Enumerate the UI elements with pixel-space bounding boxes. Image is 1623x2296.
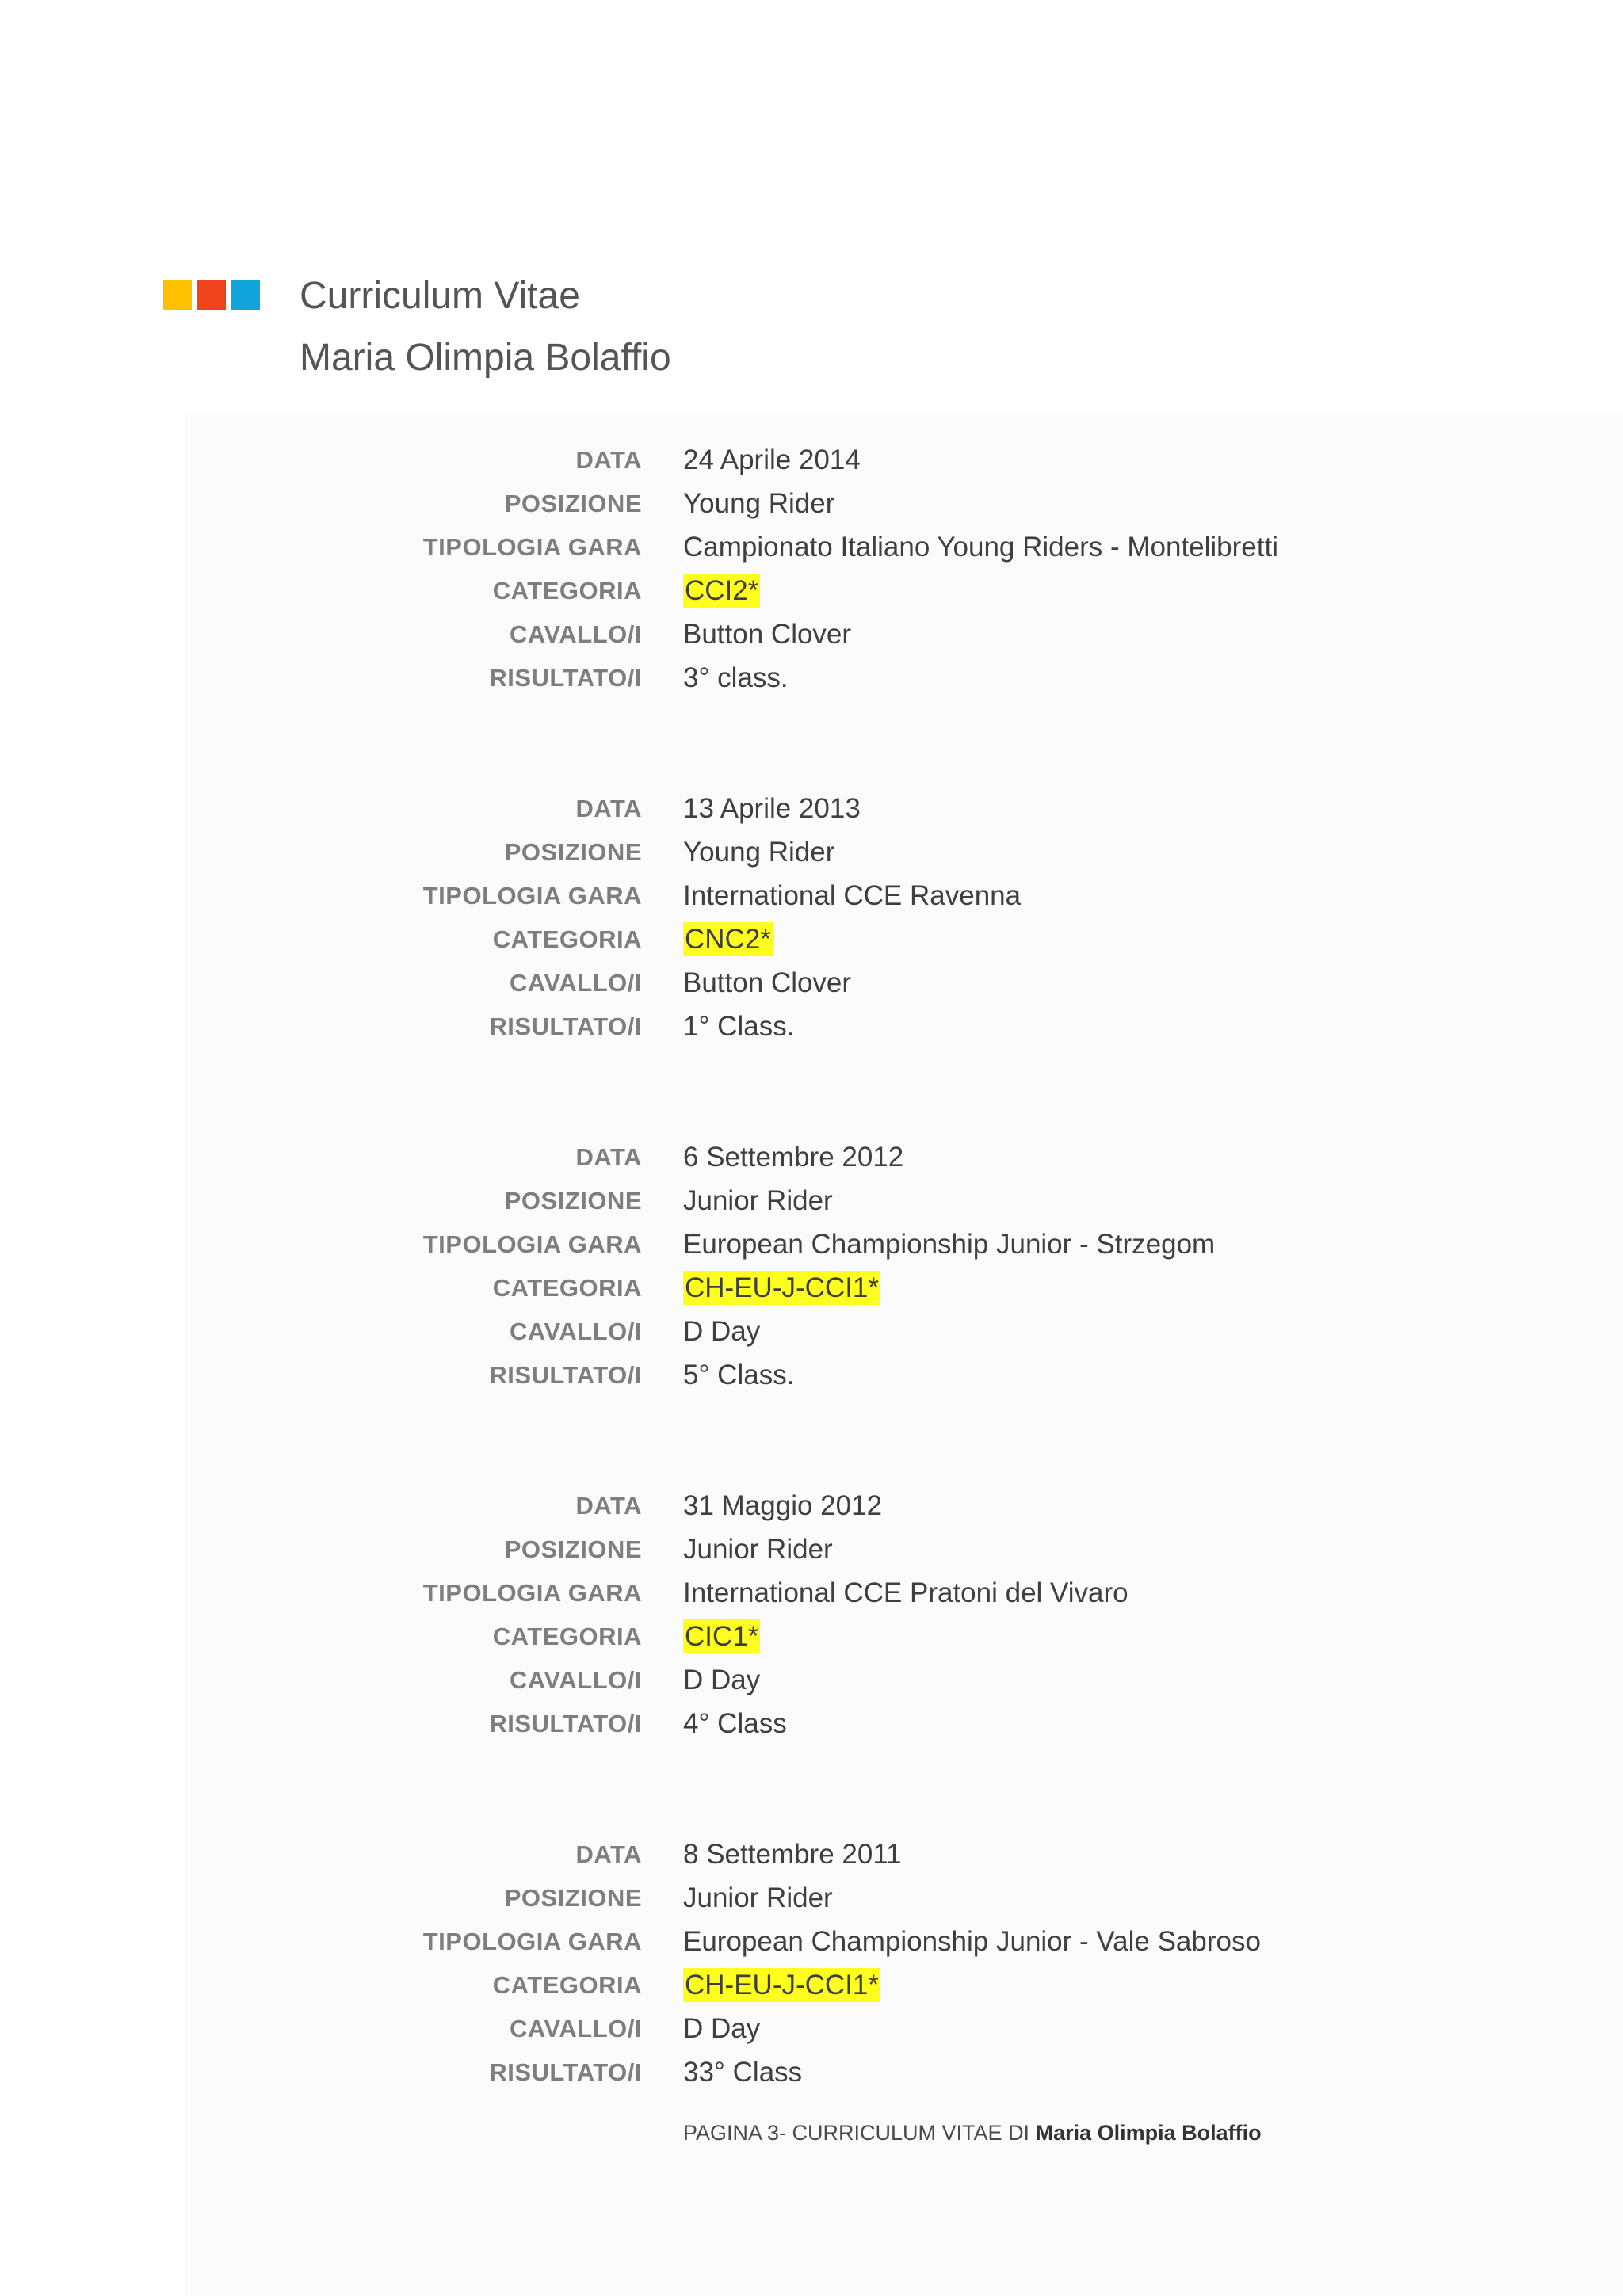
field-row-risultato (0, 656, 1623, 700)
field-row-cavallo (0, 1310, 1623, 1353)
value-risultato: 3° class. (683, 662, 789, 693)
field-row-tipologia (0, 1222, 1623, 1266)
field-row-posizione (0, 1179, 1623, 1222)
value-posizione: Junior Rider (683, 1882, 833, 1913)
field-row-tipologia (0, 525, 1623, 569)
label-tipologia: TIPOLOGIA GARA (422, 1928, 642, 1955)
field-row-cavallo (0, 961, 1623, 1005)
footer-prefix: PAGINA 3- CURRICULUM VITAE DI (683, 2121, 1030, 2145)
field-row-posizione (0, 830, 1623, 874)
field-row-risultato (0, 1005, 1623, 1048)
field-row-risultato (0, 1353, 1623, 1397)
field-row-posizione (0, 1876, 1623, 1920)
label-data: DATA (575, 1492, 642, 1520)
label-tipologia: TIPOLOGIA GARA (422, 1230, 642, 1258)
label-categoria: CATEGORIA (492, 925, 642, 953)
value-cavallo: D Day (683, 1665, 761, 1695)
field-row-data (0, 1135, 1623, 1179)
value-categoria (683, 1615, 760, 1658)
value-tipologia: European Championship Junior - Vale Sabroso (683, 1926, 1261, 1957)
competition-entry (0, 438, 1623, 700)
label-data: DATA (575, 1143, 642, 1171)
document-title: Curriculum Vitae (300, 275, 580, 317)
value-cavallo: D Day (683, 1316, 761, 1347)
competition-entry (0, 1484, 1623, 1745)
page-header (300, 269, 671, 385)
value-risultato: 33° Class (683, 2057, 803, 2088)
label-tipologia: TIPOLOGIA GARA (422, 882, 642, 910)
competition-entry (0, 787, 1623, 1048)
value-posizione: Junior Rider (683, 1534, 833, 1565)
value-data: 31 Maggio 2012 (683, 1490, 883, 1521)
field-row-categoria (0, 1615, 1623, 1658)
categoria-highlight: CH-EU-J-CCI1* (685, 1970, 879, 2000)
value-data: 6 Settembre 2012 (683, 1142, 904, 1173)
value-cavallo: D Day (683, 2013, 761, 2044)
value-categoria (683, 569, 760, 612)
label-risultato: RISULTATO/I (489, 1361, 642, 1389)
value-tipologia: European Championship Junior - Strzegom (683, 1229, 1216, 1260)
value-data: 13 Aprile 2013 (683, 793, 861, 824)
competition-entry (0, 1833, 1623, 2094)
label-tipologia: TIPOLOGIA GARA (422, 1579, 642, 1607)
label-categoria: CATEGORIA (492, 577, 642, 605)
value-data: 8 Settembre 2011 (683, 1839, 902, 1870)
logo-blue-square (231, 280, 260, 310)
field-row-data (0, 438, 1623, 482)
competition-entry (0, 1135, 1623, 1397)
field-row-tipologia (0, 1920, 1623, 1963)
value-tipologia: Campionato Italiano Young Riders - Montelibretti (683, 532, 1278, 563)
field-row-cavallo (0, 2007, 1623, 2050)
page-footer (683, 2115, 1262, 2150)
field-row-cavallo (0, 612, 1623, 656)
logo-red-square (197, 280, 226, 310)
value-categoria (683, 917, 773, 961)
value-tipologia: International CCE Pratoni del Vivaro (683, 1577, 1128, 1608)
field-row-tipologia (0, 1571, 1623, 1615)
value-categoria (683, 1266, 880, 1310)
value-risultato: 4° Class (683, 1708, 787, 1739)
value-cavallo: Button Clover (683, 967, 852, 998)
field-row-data (0, 1484, 1623, 1527)
field-row-risultato (0, 2050, 1623, 2094)
label-cavallo: CAVALLO/I (510, 969, 642, 997)
field-row-categoria (0, 917, 1623, 961)
field-row-data (0, 787, 1623, 830)
field-row-posizione (0, 1527, 1623, 1571)
competition-list (0, 438, 1623, 2181)
categoria-highlight: CCI2* (685, 575, 759, 606)
value-risultato: 1° Class. (683, 1011, 795, 1042)
field-row-categoria (0, 1963, 1623, 2007)
label-cavallo: CAVALLO/I (510, 1318, 642, 1345)
label-data: DATA (575, 446, 642, 474)
label-cavallo: CAVALLO/I (510, 2015, 642, 2042)
label-posizione: POSIZIONE (504, 1187, 642, 1215)
label-posizione: POSIZIONE (504, 1535, 642, 1563)
label-data: DATA (575, 1840, 642, 1868)
label-risultato: RISULTATO/I (489, 664, 642, 692)
value-posizione: Junior Rider (683, 1185, 833, 1216)
label-posizione: POSIZIONE (504, 1884, 642, 1912)
categoria-highlight: CIC1* (685, 1621, 759, 1652)
field-row-risultato (0, 1702, 1623, 1745)
field-row-categoria (0, 1266, 1623, 1310)
label-categoria: CATEGORIA (492, 1623, 642, 1650)
label-categoria: CATEGORIA (492, 1971, 642, 1999)
field-row-data (0, 1833, 1623, 1876)
value-risultato: 5° Class. (683, 1360, 795, 1390)
field-row-posizione (0, 482, 1623, 525)
categoria-highlight: CNC2* (685, 924, 771, 955)
label-risultato: RISULTATO/I (489, 1013, 642, 1040)
field-row-categoria (0, 569, 1623, 612)
label-risultato: RISULTATO/I (489, 2058, 642, 2086)
logo-squares (163, 280, 260, 310)
value-posizione: Young Rider (683, 488, 835, 519)
value-data: 24 Aprile 2014 (683, 444, 861, 475)
label-tipologia: TIPOLOGIA GARA (422, 533, 642, 561)
categoria-highlight: CH-EU-J-CCI1* (685, 1272, 879, 1303)
label-data: DATA (575, 795, 642, 822)
value-posizione: Young Rider (683, 837, 835, 868)
label-risultato: RISULTATO/I (489, 1710, 642, 1737)
logo-yellow-square (163, 280, 192, 310)
field-row-tipologia (0, 874, 1623, 917)
footer-name: Maria Olimpia Bolaffio (1035, 2121, 1262, 2145)
value-tipologia: International CCE Ravenna (683, 880, 1022, 911)
field-row-cavallo (0, 1658, 1623, 1702)
label-cavallo: CAVALLO/I (510, 1666, 642, 1694)
person-name: Maria Olimpia Bolaffio (300, 337, 671, 379)
label-categoria: CATEGORIA (492, 1274, 642, 1302)
label-posizione: POSIZIONE (504, 838, 642, 866)
label-cavallo: CAVALLO/I (510, 620, 642, 648)
value-cavallo: Button Clover (683, 619, 852, 650)
value-categoria (683, 1963, 880, 2007)
label-posizione: POSIZIONE (504, 490, 642, 517)
